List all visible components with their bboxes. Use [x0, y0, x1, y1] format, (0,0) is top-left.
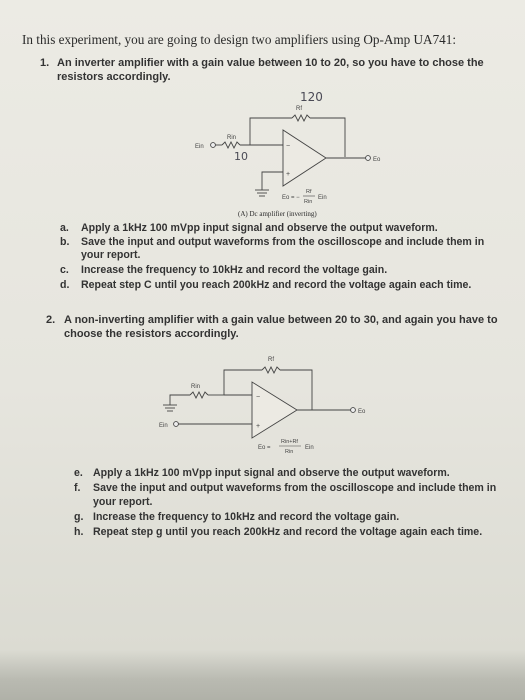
step-b-text-cont: your report. — [81, 249, 141, 261]
step-a-text: Apply a 1kHz 100 mVpp input signal and observe the output waveform. — [81, 222, 438, 234]
step-b-text: Save the input and output waveforms from the oscilloscope and include them in — [81, 236, 485, 248]
eo2-label: Eo — [358, 409, 366, 415]
rin2-resistor — [190, 392, 208, 398]
step-f-letter: f. — [74, 482, 81, 494]
formula2-left: Eo = — [258, 445, 271, 451]
formula-left: Eo = − — [282, 195, 300, 201]
rf2-label: Rf — [268, 357, 274, 363]
formula2-right: Ein — [305, 445, 314, 451]
task1-number: 1. — [40, 57, 50, 69]
handwritten-rf-value: 120 — [300, 90, 323, 104]
rf2-resistor — [262, 367, 280, 373]
formula2-num: Rin+Rf — [281, 439, 298, 445]
step-d-text: Repeat step C until you reach 200kHz and record the voltage again each time. — [81, 279, 472, 291]
step-h-letter: h. — [74, 526, 84, 538]
formula2-den: Rin — [285, 449, 294, 455]
svg-text:−: − — [286, 143, 291, 150]
svg-text:+: + — [256, 423, 261, 430]
rin-label: Rin — [227, 135, 237, 141]
step-d-letter: d. — [60, 279, 70, 291]
rin2-label: Rin — [191, 384, 201, 390]
formula-right: Ein — [318, 195, 327, 201]
task1-line1: An inverter amplifier with a gain value between 10 to 20, so you have to chose the — [57, 57, 484, 69]
eo2-terminal — [351, 408, 356, 413]
step-b-letter: b. — [60, 236, 70, 248]
step-f-text: Save the input and output waveforms from the oscilloscope and include them in — [93, 482, 497, 494]
ein-label: Ein — [195, 144, 204, 150]
step-h-text: Repeat step g until you reach 200kHz and record the voltage again each time. — [93, 526, 483, 538]
task2-line1: A non-inverting amplifier with a gain value between 20 to 30, and again you have to — [64, 314, 498, 326]
rf-label: Rf — [296, 106, 302, 112]
task2-line2: choose the resistors accordingly. — [64, 328, 239, 340]
svg-text:+: + — [286, 171, 291, 178]
formula-num: Rf — [306, 189, 312, 195]
svg-text:−: − — [256, 394, 261, 401]
step-a-letter: a. — [60, 222, 69, 234]
task2-number: 2. — [46, 314, 56, 326]
task1-line2: resistors accordingly. — [57, 71, 171, 83]
eo-label: Eo — [373, 157, 381, 163]
formula-den: Rin — [304, 199, 313, 205]
intro-text: In this experiment, you are going to design two amplifiers using Op-Amp UA741: — [22, 32, 457, 47]
step-e-text: Apply a 1kHz 100 mVpp input signal and observe the output waveform. — [93, 467, 450, 479]
step-g-letter: g. — [74, 511, 84, 523]
step-f-text-cont: your report. — [93, 496, 153, 508]
step-c-text: Increase the frequency to 10kHz and record the voltage gain. — [81, 264, 388, 276]
ein2-terminal — [174, 422, 179, 427]
handwritten-rin-value: 10 — [234, 150, 248, 163]
step-e-letter: e. — [74, 467, 83, 479]
step-c-letter: c. — [60, 264, 69, 276]
step-g-text: Increase the frequency to 10kHz and record the voltage gain. — [93, 511, 400, 523]
figure-caption: (A) Dc amplifier (inverting) — [238, 210, 317, 218]
ein2-label: Ein — [159, 423, 168, 429]
